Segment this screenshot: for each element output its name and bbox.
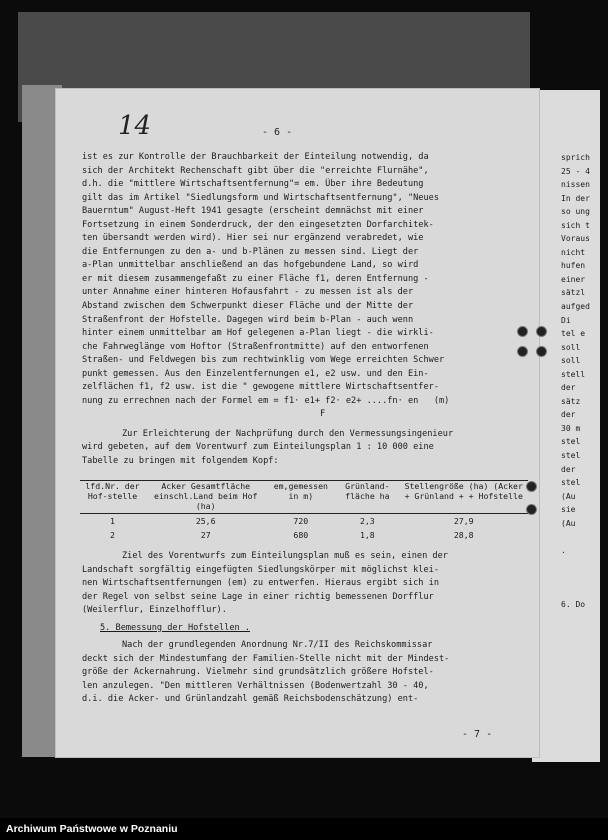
right-page-fragment: der: [561, 383, 576, 393]
table-row: [80, 514, 528, 529]
right-page-fragment: stell: [561, 369, 586, 379]
text-line: Fortsetzung in einem Sonderdruck, der den eingesetzten Dorfarchitek-: [82, 219, 434, 230]
text-line: len anzulegen. "Den mittleren Verhältnissen (Bodenwertzahl 30 - 40,: [82, 680, 429, 691]
text-line: Abstand zwischen dem Schwerpunkt dieser Fläche und der Mitte der: [82, 301, 414, 312]
text-line: wird gebeten, auf dem Vorentwurf zum Einteilungsplan 1 : 10 000 eine: [82, 442, 434, 453]
text-line: a-Plan unmittelbar anschließend an das hofgebundene Land, so wird: [82, 260, 419, 271]
right-page-fragment: 6. Do: [561, 600, 586, 610]
right-page-fragment: stel: [561, 451, 581, 461]
table-row: [80, 528, 528, 542]
right-page-fragment: [561, 652, 601, 666]
text-line: Bauerntum" August-Heft 1941 gesagte (erscheint demnächst mit einer: [82, 206, 424, 217]
right-page-fragment: 25 - 4: [561, 166, 590, 176]
text-line: che Fahrweglänge vom Hoftor (Straßenfrontmitte) auf den entworfenen: [82, 341, 429, 352]
right-page-fragment: nicht: [561, 247, 586, 257]
right-page-fragment: In der: [561, 193, 590, 203]
right-page-fragment: [561, 639, 601, 653]
right-page-fragment: [561, 557, 601, 571]
right-page-fragment: nissen: [561, 180, 590, 190]
text-line: unter Annahme einer hinteren Hofausfahrt - zu messen ist als der: [82, 287, 414, 298]
right-page-fragment: [561, 612, 601, 626]
text-line: punkt gemessen. Aus den Einzelentfernungen e1, e2 usw. und den Ein-: [82, 368, 429, 379]
table-cell: 680: [293, 530, 309, 540]
text-line: ten übersandt werden wird). Hier sei nur ergänzend verabredet, wie: [82, 233, 424, 244]
table-cell: 27: [200, 530, 211, 540]
right-page-text-fragments: [561, 151, 601, 679]
table-cell: 1: [110, 516, 115, 526]
punch-hole: [536, 326, 547, 337]
text-line: der Regel von selbst seine Lage in einer richtig bemessenen Dorfflur: [82, 591, 434, 602]
right-page-fragment: soll: [561, 356, 581, 366]
right-page-fragment: [561, 585, 601, 599]
text-line: deckt sich der Mindestumfang der Familien-Stelle nicht mit der Mindest-: [82, 653, 450, 664]
right-page-fragment: einer: [561, 274, 586, 284]
right-page-fragment: (Au: [561, 518, 576, 528]
table-cell: 2: [110, 530, 115, 540]
right-page-fragment: [561, 571, 601, 585]
table-cell: 720: [293, 516, 309, 526]
right-page-fragment: sich t: [561, 220, 590, 230]
punch-hole: [517, 326, 528, 337]
data-table: [80, 480, 528, 542]
section-heading: 5. Bemessung der Hofstellen .: [100, 622, 251, 633]
right-page-fragment: aufged: [561, 302, 590, 312]
table-cell: 25,6: [195, 516, 216, 526]
right-page-fragment: der: [561, 464, 576, 474]
text-line: d.h. die "mittlere Wirtschaftsentfernung"= em. Über ihre Bedeutung: [82, 179, 424, 190]
table-header: Stellengröße (ha) (Acker + Grünland + + Hofstelle: [399, 481, 528, 514]
text-line: Zur Erleichterung der Nachprüfung durch den Vermessungsingenieur: [122, 428, 454, 439]
right-page-fragment: hufen: [561, 261, 586, 271]
punch-hole: [526, 504, 537, 515]
footer-page-marker: - 7 -: [462, 729, 493, 740]
punch-hole: [517, 346, 528, 357]
text-line: Landschaft sorgfältig eingefügten Siedlungskörper mit möglichst klei-: [82, 564, 439, 575]
punch-hole: [526, 481, 537, 492]
right-page-fragment: [561, 530, 601, 544]
text-line: gilt das im Artikel "Siedlungsform und Wirtschaftsentfernung", "Neues: [82, 192, 439, 203]
right-page-fragment: 30 m: [561, 423, 581, 433]
table-header: Acker Gesamtfläche einschl.Land beim Hof (ha): [145, 481, 266, 514]
right-page-fragment: so ung: [561, 207, 590, 217]
text-line: ist es zur Kontrolle der Brauchbarkeit der Einteilung notwendig, da: [82, 152, 429, 162]
right-page-fragment: .: [561, 545, 566, 555]
text-line: nung zu errechnen nach der Formel em = f1· e1+ f2· e2+ ....fn· en (m): [82, 395, 450, 406]
text-line: hinter einem unmittelbar am Hof gelegenen a-Plan liegt - die wirkli-: [82, 328, 434, 339]
right-page-fragment: sätzl: [561, 288, 586, 298]
punch-hole: [536, 346, 547, 357]
right-page-fragment: sätz: [561, 396, 581, 406]
text-line: Nach der grundlegenden Anordnung Nr.7/II des Reichskommissar: [122, 640, 433, 651]
text-line: Straßenfront der Hofstelle. Dagegen wird beim b-Plan - auch wenn: [82, 314, 414, 325]
right-page-fragment: stel: [561, 478, 581, 488]
right-page-fragment: (Au: [561, 491, 576, 501]
text-line: größe der Ackernahrung. Vielmehr sind grundsätzlich größere Hofstel-: [82, 667, 434, 678]
table-cell: 27,9: [453, 516, 474, 526]
right-page-fragment: stel: [561, 437, 581, 447]
right-page-fragment: [561, 625, 601, 639]
handwritten-page-number: 14: [118, 111, 152, 141]
text-line: er mit diesem zusammengefaßt zu einer Fläche f1, deren Entfernung -: [82, 273, 429, 284]
right-page-fragment: sprich: [561, 153, 590, 162]
paragraph-main: [82, 151, 534, 469]
table-header: Grünland-fläche ha: [335, 481, 399, 514]
text-line: d.i. die Acker- und Grünlandzahl gemäß Reichsbodenschätzung) ent-: [82, 694, 419, 705]
table-header: lfd.Nr. der Hof-stelle: [80, 481, 145, 514]
text-line: Tabelle zu bringen mit folgendem Kopf:: [82, 456, 279, 467]
paragraph-goal: [82, 550, 534, 707]
right-page-fragment: der: [561, 410, 576, 420]
right-page-fragment: [561, 666, 601, 680]
right-page-fragment: tel e: [561, 329, 586, 339]
right-page-fragment: Di: [561, 315, 571, 325]
text-line: sich der Architekt Rechenschaft gibt über die "erreichte Flurnähe",: [82, 165, 429, 176]
archive-label: Archiwum Państwowe w Poznaniu: [0, 818, 608, 840]
text-line: Straßen- und Feldwegen bis zum rechtwinklig vom Wege erreichten Schwer: [82, 355, 445, 366]
text-line: (Weilerflur, Einzelhofflur).: [82, 605, 227, 616]
table-cell: 1,8: [359, 530, 375, 540]
right-page-fragment: soll: [561, 342, 581, 352]
text-line: zelflächen f1, f2 usw. ist die " gewogene mittlere Wirtschaftsentfer-: [82, 382, 439, 393]
table-header: em,gemessen in m): [266, 481, 335, 514]
table-cell: 28,8: [453, 530, 474, 540]
text-line: nen Wirtschaftsentfernungen (em) zu entwerfen. Hieraus ergibt sich in: [82, 578, 439, 589]
text-line: F: [82, 409, 326, 420]
right-page-fragment: Voraus: [561, 234, 590, 244]
text-line: Ziel des Vorentwurfs zum Einteilungsplan muß es sein, einen der: [122, 551, 448, 561]
text-line: die Entfernungen zu den a- und b-Plänen zu messen sind. Liegt der: [82, 246, 419, 257]
page-number: - 6 -: [262, 127, 293, 138]
table-cell: 2,3: [359, 516, 375, 526]
right-page-fragment: sie: [561, 505, 576, 515]
